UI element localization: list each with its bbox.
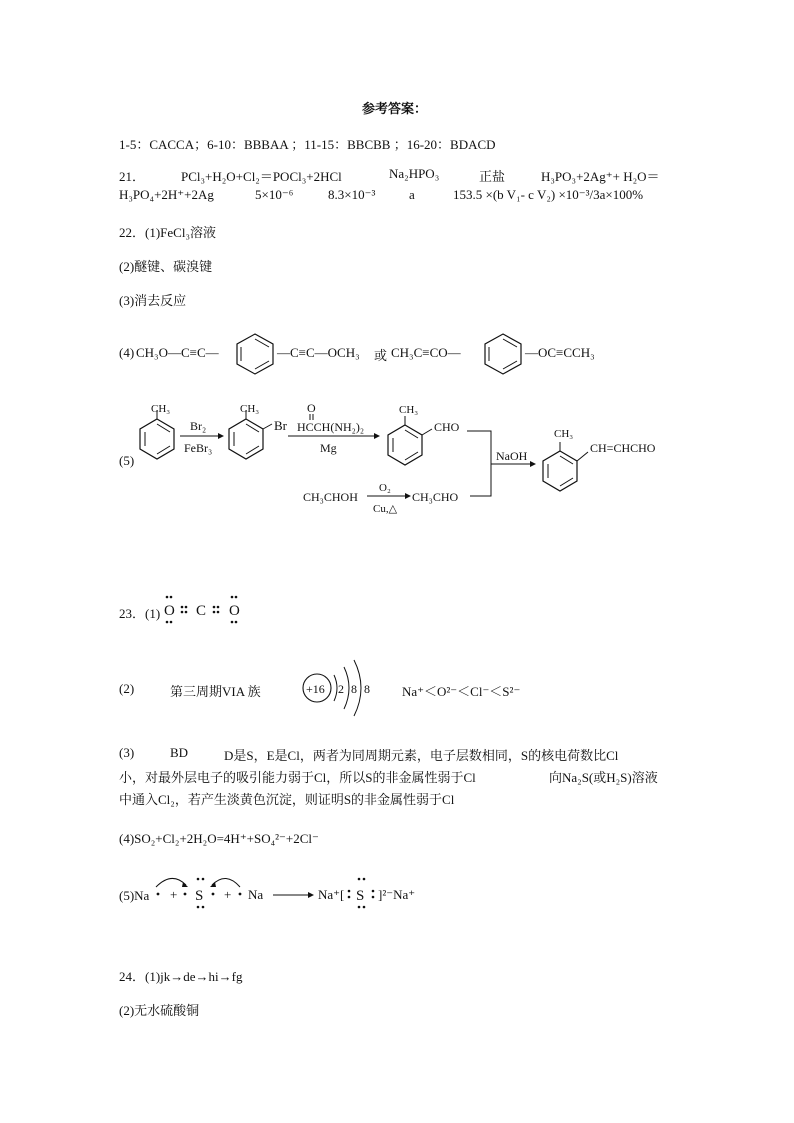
- product-sulfur: S: [356, 888, 365, 904]
- ethanol-label: CH₃CHOH: [303, 490, 358, 504]
- q23-ion-radius-order: Na⁺＜O²⁻＜Cl⁻＜S²⁻: [402, 684, 521, 699]
- reagent-o2: O₂: [379, 482, 391, 494]
- atom-o-left: O: [164, 603, 175, 619]
- tolualdehyde-ch3: CH₃: [399, 404, 419, 416]
- aldehyde-label: CHO: [434, 420, 460, 434]
- q21-value-1: 5×10⁻⁶: [255, 187, 294, 202]
- q22-part-4-left-2: CH₃C≡CO—: [391, 345, 461, 360]
- product-chain: CH=CHCHO: [590, 441, 656, 455]
- reagent-cu: Cu,△: [373, 503, 398, 515]
- q21-number: 21．: [119, 169, 146, 184]
- atom-c: C: [196, 603, 207, 619]
- sodium-atom: Na: [248, 887, 264, 902]
- q21-value-3: a: [409, 187, 415, 202]
- sulfur-ion-structure: [296, 655, 386, 725]
- reagent-naoh: NaOH: [496, 449, 528, 463]
- q21-equation-2: H₃PO₃+2Ag⁺+ H₂O＝: [541, 169, 660, 184]
- q23-part-3-line-2b: 向Na₂S(或H₂S)溶液: [549, 770, 658, 785]
- q22-part-1: 22．(1)FeCl₃溶液: [119, 225, 216, 240]
- toluene-ch3: CH₃: [151, 403, 171, 415]
- q22-part-4-label: (4): [119, 345, 135, 360]
- q22-part-3: (3)消去反应: [119, 293, 187, 308]
- acetaldehyde-label: CH₃CHO: [412, 490, 459, 504]
- q21-salt-formula: Na₂HPO₃: [389, 166, 440, 181]
- q23-part-2-label: (2): [119, 681, 135, 696]
- q21-value-4: 153.5 ×(b V₁- c V₂) ×10⁻³/3a×100%: [453, 187, 644, 202]
- choice-answers: 1-5：CACCA；6-10：BBBAA ；11-15：BBCBB ；16-20：BDACD: [119, 137, 496, 152]
- co2-electron-dot: [0, 585, 794, 635]
- q21-value-2: 8.3×10⁻³: [328, 187, 376, 202]
- q23-period-group: 第三周期VIA 族: [170, 684, 261, 699]
- q21-equation-2-cont: H₃PO₄+2H⁺+2Ag: [119, 187, 214, 202]
- shell-3: 8: [364, 682, 370, 696]
- q23-part-3-label: (3): [119, 745, 135, 760]
- q23-part-3-line-3: 中通入Cl₂，若产生淡黄色沉淀，则证明S的非金属性弱于Cl: [119, 792, 455, 807]
- q23-part-1-label: 23．(1): [119, 606, 161, 621]
- nucleus-charge: +16: [306, 682, 325, 696]
- q22-part-4-or: 或: [374, 348, 388, 363]
- product-ch3: CH₃: [554, 428, 574, 440]
- product-left: Na⁺[: [318, 887, 345, 902]
- q23-part-3-line-1: D是S，E是Cl，两者为同周期元素，电子层数相同，S的核电荷数比Cl: [224, 748, 619, 763]
- reagent-mg: Mg: [320, 441, 337, 455]
- q21-equation-1: PCl₃+H₂O+Cl₂＝POCl₃+2HCl: [181, 169, 342, 184]
- bromotoluene-structure: [229, 410, 272, 459]
- sulfur-atom: S: [195, 888, 204, 904]
- shell-1: 2: [338, 682, 344, 696]
- page-title: 参考答案：: [362, 101, 428, 116]
- q24-part-2: (2)无水硫酸铜: [119, 1003, 200, 1018]
- atom-o-right: O: [229, 603, 240, 619]
- bromine-label: Br: [274, 418, 287, 433]
- product-right: ]²⁻Na⁺: [378, 887, 416, 902]
- q22-part-4-right-2: —OC≡CCH₃: [525, 345, 595, 360]
- q24-part-1: 24．(1)jk→de→hi→fg: [119, 969, 243, 984]
- shell-2: 8: [351, 682, 357, 696]
- q23-part-3-line-2: 小，对最外层电子的吸引能力弱于Cl，所以S的非金属性弱于Cl: [119, 770, 476, 785]
- bromotoluene-ch3: CH₃: [240, 403, 260, 415]
- q23-part-5-label: (5)Na: [119, 888, 150, 903]
- reagent-oxygen: O: [307, 401, 316, 415]
- plus-sign-1: +: [170, 887, 178, 902]
- reagent-br2: Br₂: [190, 419, 207, 433]
- product-structure: [543, 442, 588, 491]
- q22-part-2: (2)醚键、碳溴键: [119, 259, 213, 274]
- tolualdehyde-structure: [388, 416, 432, 465]
- plus-sign-2: +: [224, 887, 232, 902]
- reagent-formamide: HCCH(NH₂)₂: [297, 420, 365, 434]
- q22-part-5-label: (5): [119, 453, 135, 468]
- q22-part-4-left-1: CH₃O—C≡C—: [136, 345, 219, 360]
- q21-salt-type: 正盐: [479, 169, 506, 184]
- q23-part-4: (4)SO₂+Cl₂+2H₂O=4H⁺+SO₄²⁻+2Cl⁻: [119, 831, 319, 846]
- na2s-formation: [0, 865, 794, 925]
- reagent-febr3: FeBr₃: [184, 441, 213, 455]
- q22-part-4-right-1: —C≡C—OCH₃: [277, 345, 360, 360]
- toluene-structure: [140, 410, 174, 459]
- q23-part-3-answer: BD: [170, 745, 189, 760]
